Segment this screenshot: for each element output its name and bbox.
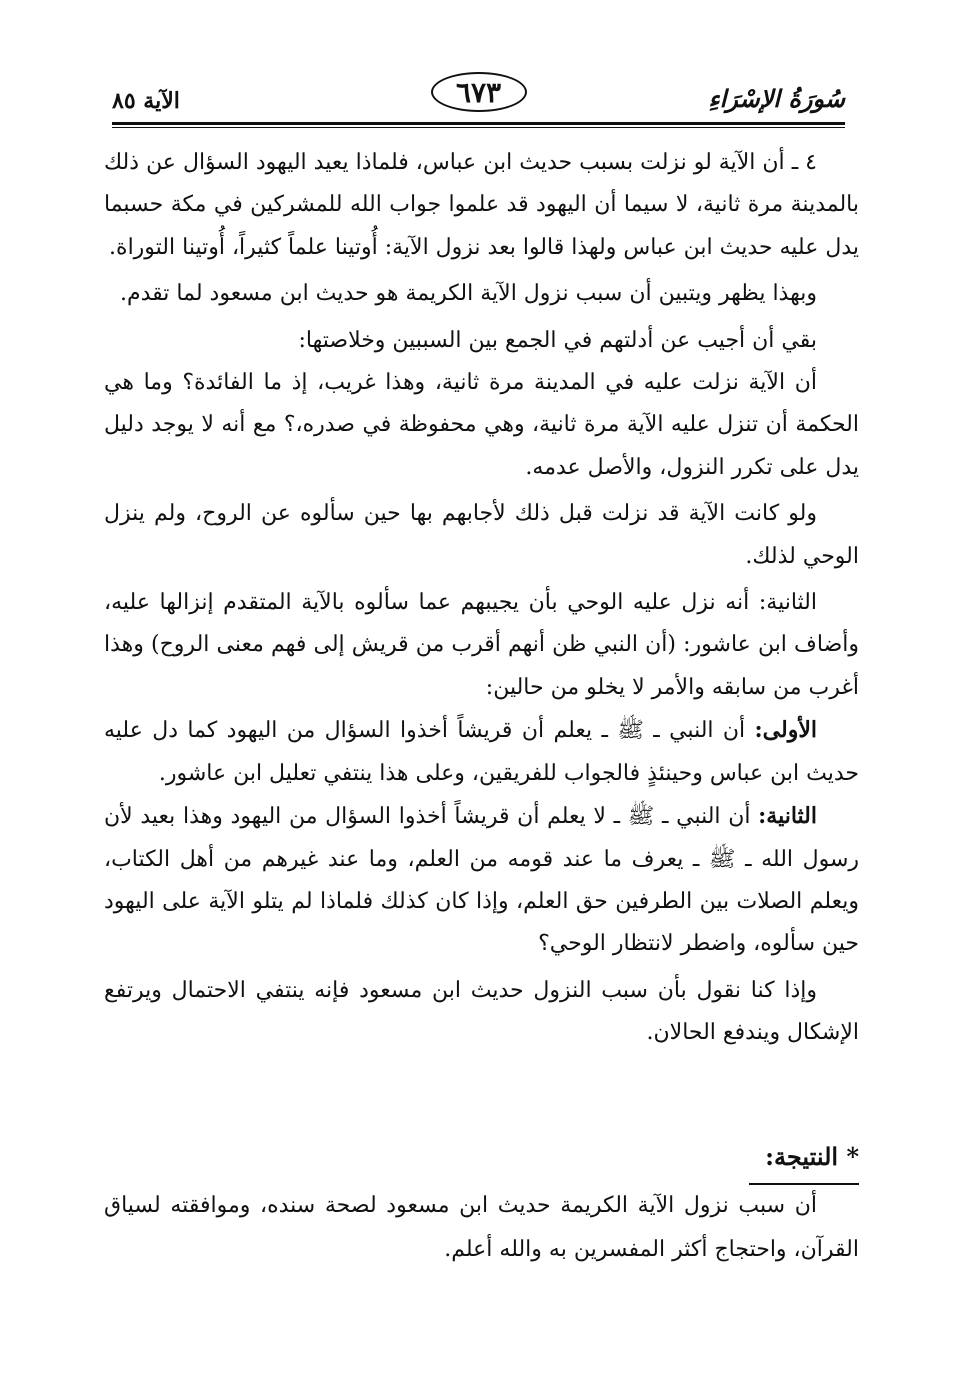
page-header [112, 68, 845, 124]
body-text [104, 142, 859, 1055]
paragraph: الأولى: أن النبي ـ ﷺ ـ يعلم أن قريشاً أخذوا السؤال من اليهود كما دل عليه حديث ابن عباس وحينئذٍ فالجواب للفريقين، وعلى هذا ينتفي تعليل ابن عاشور. [104, 717, 859, 786]
paragraph: ولو كانت الآية قد نزلت قبل ذلك لأجابهم بها حين سألوه عن الروح، ولم ينزل الوحي لذلك. [104, 501, 859, 569]
paragraph: ٤ ـ أن الآية لو نزلت بسبب حديث ابن عباس، فلماذا يعيد اليهود السؤال عن ذلك بالمدينة مرة ثانية، لا سيما أن اليهود قد علموا جواب الله للمشركين في مكة حسبما يدل عليه حديث ابن عباس ولهذا قالوا بعد نزول الآية: أُوتينا علماً كثيراً، أُوتينا التوراة. [104, 150, 859, 260]
surah-name: سُورَةُ الإسْرَاءِ [708, 84, 845, 113]
result-text [104, 1184, 859, 1272]
paragraph: الثانية: أنه نزل عليه الوحي بأن يجيبهم عما سألوه بالآية المتقدم إنزالها عليه، وأضاف ابن عاشور: (أن النبي ظن أنهم أقرب من قريش إلى فهم معنى الروح) وهذا أغرب من سابقه والأمر لا يخلو من حالين: [104, 590, 859, 700]
header-divider [112, 122, 845, 125]
paragraph: أن الآية نزلت عليه في المدينة مرة ثانية، وهذا غريب، إذ ما الفائدة؟ وما هي الحكمة أن تنزل عليه الآية مرة ثانية، وهي محفوظة في صدره،؟ مع أنه لا يوجد دليل يدل على تكرر النزول، والأصل عدمه. [104, 370, 859, 480]
paragraph: وإذا كنا نقول بأن سبب النزول حديث ابن مسعود فإنه ينتفي الاحتمال ويرتفع الإشكال ويندفع الحالان. [104, 977, 859, 1046]
ayah-reference: الآية ٨٥ [112, 88, 180, 114]
paragraph: أن سبب نزول الآية الكريمة حديث ابن مسعود لصحة سنده، وموافقته لسياق القرآن، واحتجاج أكثر المفسرين به والله أعلم. [104, 1193, 859, 1262]
result-heading: * النتيجة: [765, 1142, 859, 1171]
paragraph-lead: الأولى: [754, 717, 817, 744]
page-number: ٦٧٣ [431, 72, 527, 112]
paragraph: بقي أن أجيب عن أدلتهم في الجمع بين السببين وخلاصتها: [298, 327, 817, 353]
paragraph-lead: الثانية: [758, 803, 817, 830]
paragraph: وبهذا يظهر ويتبين أن سبب نزول الآية الكريمة هو حديث ابن مسعود لما تقدم. [120, 281, 817, 307]
paragraph: الثانية: أن النبي ـ ﷺ ـ لا يعلم أن قريشاً أخذوا السؤال من اليهود وهذا بعيد لأن رسول الله ـ ﷺ ـ يعرف ما عند قومه من العلم، وما عند غيرهم من أهل الكتاب، ويعلم الصلات بين الطرفين حق العلم، وإذا كان كذلك فلماذا لم يتلو الآية على اليهود حين سألوه، واضطر لانتظار الوحي؟ [104, 803, 859, 957]
header-divider-thin [112, 127, 845, 128]
